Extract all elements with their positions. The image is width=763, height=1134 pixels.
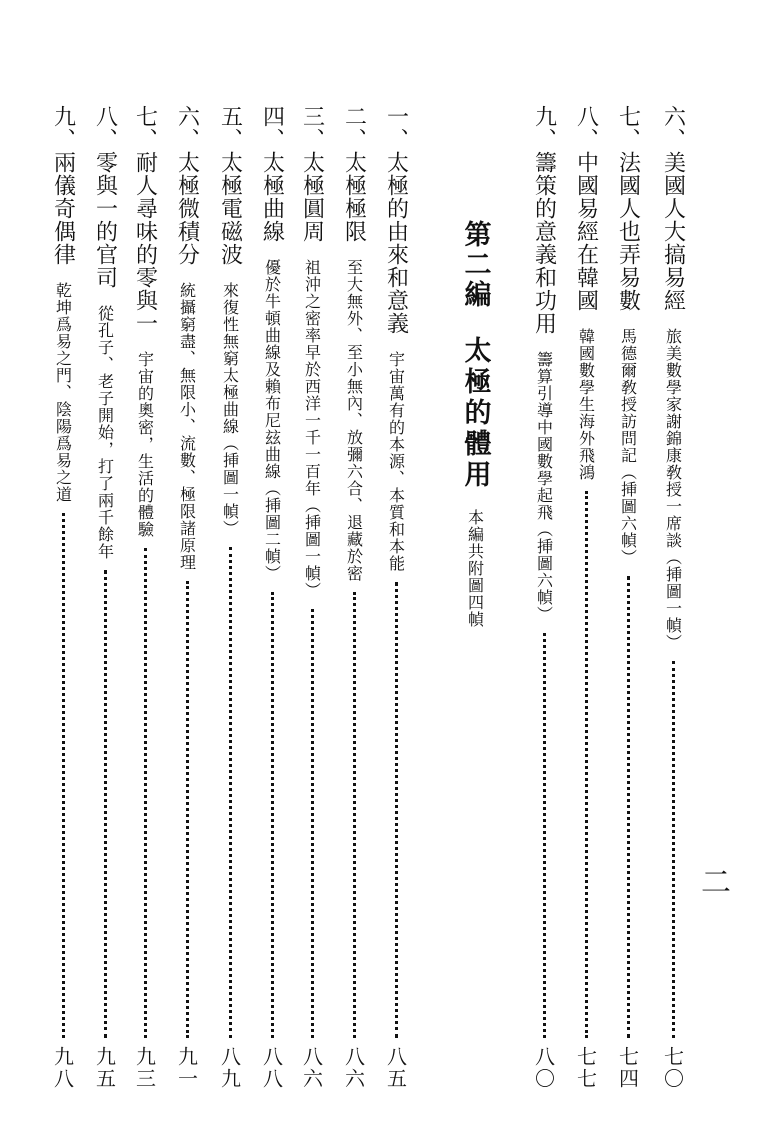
toc-entry: [42, 105, 84, 1090]
entry-subtitle: 籌算引導中國數學起飛（挿圖六幀）: [534, 351, 554, 623]
entry-number: 七、: [132, 105, 158, 151]
entry-page-number: 八六: [299, 1046, 324, 1090]
toc-entry: [124, 105, 166, 1090]
entry-subtitle: 韓國數學生海外飛鴻: [576, 328, 596, 481]
toc-entry: [607, 105, 649, 1090]
entry-number: 三、: [299, 105, 325, 151]
toc-entry: [652, 105, 694, 1090]
entry-page-number: 九三: [132, 1046, 157, 1090]
entry-number: 一、: [383, 105, 409, 151]
part-title: 太極的體用: [459, 336, 491, 491]
leader-dots: [353, 592, 356, 1038]
entry-page-number: 七七: [573, 1046, 598, 1090]
entry-subtitle: 至大無外、至小無內、放彌六合、退藏於密: [344, 259, 364, 582]
entry-number: 四、: [259, 105, 285, 151]
entry-subtitle: 從孔子、老子開始，打了兩千餘年: [95, 305, 115, 560]
entry-number: 六、: [660, 105, 686, 151]
entry-number: 八、: [573, 105, 599, 151]
leader-dots: [543, 633, 546, 1038]
leader-dots: [62, 513, 65, 1038]
entry-title: 耐人尋味的零與一: [132, 151, 158, 335]
leader-dots: [627, 576, 630, 1038]
entry-subtitle: 宇宙萬有的本源、本質和本能: [386, 351, 406, 572]
entry-number: 八、: [92, 105, 118, 151]
entry-page-number: 八九: [217, 1046, 242, 1090]
entry-page-number: 九一: [174, 1046, 199, 1090]
entry-page-number: 七〇: [660, 1046, 685, 1090]
entry-title: 美國人大搞易經: [660, 151, 686, 312]
entry-number: 二、: [341, 105, 367, 151]
toc-entry: [565, 105, 607, 1090]
toc-entry: [251, 105, 293, 1090]
entry-page-number: 八五: [383, 1046, 408, 1090]
entry-title: 太極電磁波: [217, 151, 243, 266]
entry-page-number: 八〇: [531, 1046, 556, 1090]
toc-entry: [166, 105, 208, 1090]
entry-title: 籌策的意義和功用: [531, 151, 557, 335]
entry-subtitle: 乾坤爲易之門、陰陽爲易之道: [53, 282, 73, 503]
toc-entry: [523, 105, 565, 1090]
entry-number: 九、: [531, 105, 557, 151]
toc-entry: [84, 105, 126, 1090]
toc-entry: [333, 105, 375, 1090]
entry-title: 太極曲線: [259, 151, 285, 243]
leader-dots: [395, 582, 398, 1038]
entry-number: 七、: [615, 105, 641, 151]
entry-number: 六、: [174, 105, 200, 151]
leader-dots: [104, 570, 107, 1038]
entry-page-number: 九五: [92, 1046, 117, 1090]
folio-page-number: 二: [695, 866, 730, 896]
toc-entry: [291, 105, 333, 1090]
entry-title: 中國易經在韓國: [573, 151, 599, 312]
entry-page-number: 七四: [615, 1046, 640, 1090]
toc-entry: [375, 105, 417, 1090]
entry-subtitle: 旅美數學家謝錦康敎授一席談（挿圖一幀）: [663, 328, 683, 651]
entry-subtitle: 來復性無窮太極曲線（挿圖一幀）: [220, 282, 240, 537]
entry-title: 法國人也弄易數: [615, 151, 641, 312]
leader-dots: [144, 548, 147, 1038]
entry-page-number: 八八: [259, 1046, 284, 1090]
entry-number: 九、: [50, 105, 76, 151]
entry-subtitle: 馬德爾敎授訪問記（挿圖六幀）: [618, 328, 638, 566]
leader-dots: [585, 491, 588, 1038]
entry-title: 太極極限: [341, 151, 367, 243]
entry-subtitle: 祖沖之密率早於西洋一千一百年（挿圖一幀）: [302, 259, 322, 599]
leader-dots: [672, 661, 675, 1038]
entry-title: 太極微積分: [174, 151, 200, 266]
entry-subtitle: 宇宙的奧密，生活的體驗: [135, 351, 155, 538]
leader-dots: [186, 581, 189, 1038]
part-heading: [445, 220, 505, 640]
entry-title: 太極圓周: [299, 151, 325, 243]
part-label: 第二編: [459, 220, 491, 310]
entry-page-number: 九八: [50, 1046, 75, 1090]
entry-title: 零與一的官司: [92, 151, 118, 289]
entry-title: 太極的由來和意義: [383, 151, 409, 335]
leader-dots: [311, 609, 314, 1038]
entry-page-number: 八六: [341, 1046, 366, 1090]
leader-dots: [271, 592, 274, 1038]
toc-entry: [209, 105, 251, 1090]
leader-dots: [229, 547, 232, 1038]
entry-subtitle: 統攝窮盡、無限小、流數、極限諸原理: [177, 282, 197, 571]
part-note: 本編共附圖四幀: [465, 509, 485, 628]
entry-number: 五、: [217, 105, 243, 151]
entry-subtitle: 優於牛頓曲線及賴布尼玆曲線（挿圖二幀）: [262, 259, 282, 582]
entry-title: 兩儀奇偶律: [50, 151, 76, 266]
